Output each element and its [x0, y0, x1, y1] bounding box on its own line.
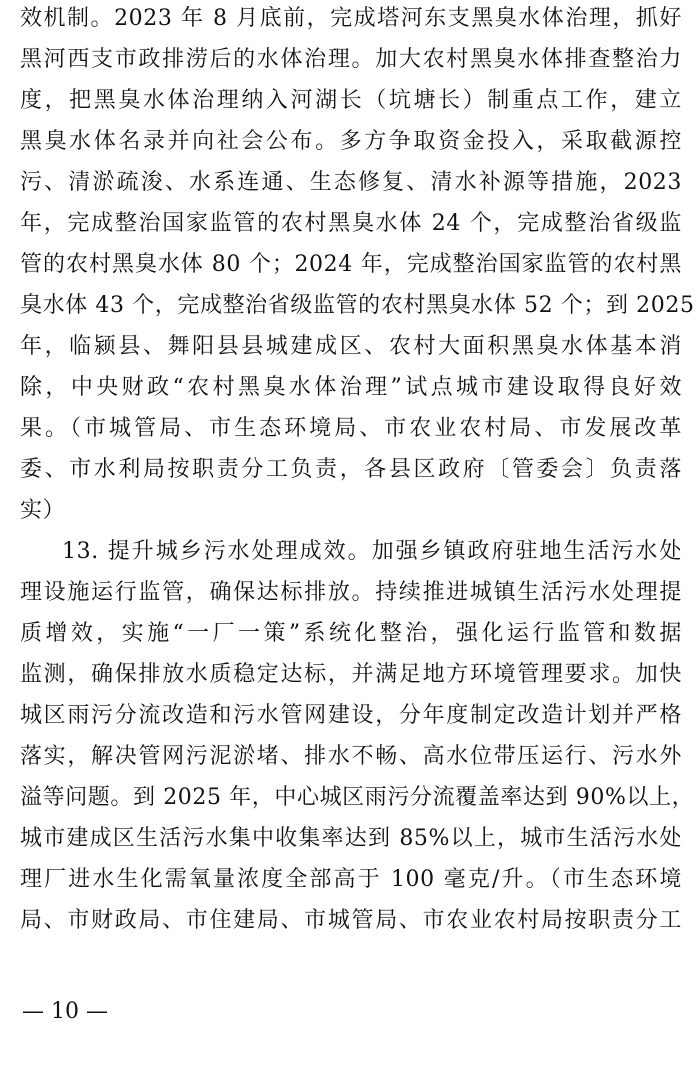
text-line: 度，把黑臭水体治理纳入河湖长（坑塘长）制重点工作，建立: [20, 88, 682, 113]
text-line: 效机制。2023 年 8 月底前，完成塔河东支黑臭水体治理，抓好: [20, 6, 682, 31]
text-line: 局、市财政局、市住建局、市城管局、市农业农村局按职责分工: [20, 908, 682, 933]
text-line: 城区雨污分流改造和污水管网建设，分年度制定改造计划并严格: [20, 703, 682, 728]
text-line: 年，临颍县、舞阳县县城建成区、农村大面积黑臭水体基本消: [20, 334, 682, 359]
text-line: 理厂进水生化需氧量浓度全部高于 100 毫克/升。（市生态环境: [20, 867, 682, 892]
text-line: 落实，解决管网污泥淤堵、排水不畅、高水位带压运行、污水外: [20, 744, 682, 769]
text-line: 年，完成整治国家监管的农村黑臭水体 24 个，完成整治省级监: [20, 211, 682, 236]
text-line: 臭水体 43 个，完成整治省级监管的农村黑臭水体 52 个；到 2025: [20, 293, 695, 318]
text-line: 实）: [20, 498, 66, 523]
text-line: 管的农村黑臭水体 80 个；2024 年，完成整治国家监管的农村黑: [20, 252, 682, 277]
text-line: 理设施运行监管，确保达标排放。持续推进城镇生活污水处理提: [20, 580, 682, 605]
text-line: 城市建成区生活污水集中收集率达到 85%以上，城市生活污水处: [20, 826, 682, 851]
text-line: 委、市水利局按职责分工负责，各县区政府〔管委会〕负责落: [20, 457, 682, 482]
text-line: 污、清淤疏浚、水系连通、生态修复、清水补源等措施，2023: [20, 170, 682, 195]
text-line: 溢等问题。到 2025 年，中心城区雨污分流覆盖率达到 90%以上，: [20, 785, 695, 810]
section-heading-line: 13. 提升城乡污水处理成效。加强乡镇政府驻地生活污水处: [62, 539, 682, 564]
text-line: 除，中央财政“农村黑臭水体治理”试点城市建设取得良好效: [20, 375, 682, 400]
text-line: 质增效，实施“一厂一策”系统化整治，强化运行监管和数据: [20, 621, 682, 646]
text-line: 黑河西支市政排涝后的水体治理。加大农村黑臭水体排查整治力: [20, 47, 682, 72]
text-line: 监测，确保排放水质稳定达标，并满足地方环境管理要求。加快: [20, 662, 682, 687]
text-line: 黑臭水体名录并向社会公布。多方争取资金投入，采取截源控: [20, 129, 682, 154]
text-line: 果。（市城管局、市生态环境局、市农业农村局、市发展改革: [20, 416, 682, 441]
page-number: — 10 —: [22, 999, 108, 1024]
